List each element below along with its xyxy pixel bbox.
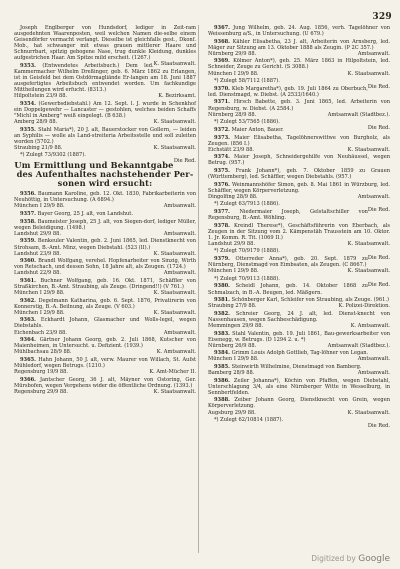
- entry-authority: Die Red.: [367, 207, 390, 214]
- entry-authority: Amtsanwalt.: [357, 193, 390, 200]
- entry-place-date: Straubing 21/9 88.: [14, 144, 63, 151]
- notice-entry: [14, 238, 196, 256]
- entry-place-date: Amberg 28/9 88.: [14, 118, 58, 125]
- column-divider: [198, 25, 199, 553]
- entry-text: Maier Joseph, Schneidergehilfe von Neuhäussel, wegen Betrug. (957.): [208, 154, 390, 167]
- entry-signature-line: [208, 268, 390, 274]
- entry-signature-line: [208, 410, 390, 416]
- entry-authority: K. Bezirksamt.: [158, 93, 196, 100]
- notice-entry: [208, 25, 390, 37]
- notice-entry: [14, 127, 196, 151]
- entry-authority: Die Red.: [367, 125, 390, 132]
- notice-entry: [208, 99, 390, 117]
- entry-authority: Die Red.: [367, 281, 390, 288]
- entry-signature-line: [208, 241, 390, 247]
- entry-number: 9361.: [20, 277, 36, 284]
- entry-place-date: München I 29/9 88.: [14, 309, 65, 316]
- right-column: [208, 25, 390, 429]
- notice-entry: [14, 317, 196, 335]
- entry-text: Weinmannshöfer Simon, geb. 8. Mai 1861 in Würzburg, led. Schäffler, wegen Körperverletzung.: [208, 181, 390, 194]
- entry-text: Zeiber Johann Georg, Dienstknecht von Grein, wegen Körperverletzung.: [208, 397, 390, 410]
- entry-text: Kreindl Therese*), Geschäftsführerin von Eberbach, als Zeugen in der Sitzung vom 2. Kämpenstäh Trausstein am 10. Oktor. 1. Jr. Komm. R. Tit. (1069 II.): [208, 222, 390, 241]
- entry-authority: K. Staatsanwalt.: [153, 118, 196, 125]
- entry-number: 9362.: [20, 297, 36, 304]
- entry-number: 9373.: [214, 134, 230, 141]
- notice-entry: [14, 258, 196, 276]
- entry-signature-line: [14, 290, 196, 296]
- entry-text: Bayer Georg, 25 J. alt, von Landshut.: [37, 211, 133, 218]
- entry-place-date: München I 29/9 88.: [208, 356, 259, 363]
- entry-number: 9386.: [214, 377, 230, 384]
- entry-number: 9370.: [214, 85, 230, 92]
- entry-signature-line: [208, 112, 390, 118]
- entry-place-date: Mühlbachsau 28/9 88.: [14, 349, 72, 356]
- notice-entry: [208, 350, 390, 362]
- notice-entry: [14, 337, 196, 355]
- entry-place-date: Eichstätt 23/9 88.: [208, 146, 255, 153]
- entry-authority: Amtsanwalt.: [163, 203, 196, 210]
- entry-authority: K. Amtsanwalt.: [156, 349, 196, 356]
- notice-entry: [208, 223, 390, 247]
- entry-text: *) Zulegt 58/7112 (1887).: [214, 78, 280, 85]
- entry-text: Grimm Louis Adolph Gottlieb, Tag-löhner von Legan.: [231, 350, 369, 357]
- entry-authority: K. Staatsanwalt.: [153, 250, 196, 257]
- entry-text: Otterreder Anna*), geb. 20. Sept. 1879 zu Nürnberg, Dienstmagd von Eimbsaten, als Zeugen. (C 8667.): [208, 256, 368, 269]
- notice-entry: [208, 58, 390, 76]
- notice-entry: [208, 283, 390, 295]
- entry-authority: K. Staatsanwalt.: [153, 388, 196, 395]
- entry-authority: K. Staatsanwalt.: [347, 146, 390, 153]
- entry-authority: Amtsanwalt.: [357, 50, 390, 57]
- entry-number: 9363.: [20, 317, 36, 324]
- notice-entry: [14, 152, 196, 165]
- entry-authority: K. Staatsanwalt.: [153, 144, 196, 151]
- entry-signature-line: [208, 147, 390, 153]
- entry-number: 9388.: [214, 397, 230, 404]
- entry-signature-line: [14, 203, 196, 209]
- notice-entry: [208, 417, 390, 430]
- entry-signature-line: [14, 310, 196, 316]
- entry-authority: Amtsanwalt (Stadtbez.).: [327, 342, 390, 349]
- notice-entry: [14, 191, 196, 209]
- notice-entry: [208, 168, 390, 180]
- entry-text: Stahl Valentin, geb. 19. Juli 1861, Bau-gewerksarbeiter von Eisenegg, w. Betrugs. (D 1294 2. u. *): [208, 330, 390, 343]
- entry-text: Steinwirth Wilhelmine, Dienstmagd von Bamberg.: [231, 364, 362, 370]
- entry-place-date: München I 29/9 88.: [208, 70, 259, 77]
- entry-place-date: München I 29/9 88.: [14, 290, 65, 297]
- entry-number: 9366.: [20, 376, 36, 383]
- entry-place-date: Straubing 27/9 88.: [208, 303, 257, 310]
- entry-number: 9358.: [20, 218, 36, 225]
- entry-signature-line: [14, 145, 196, 151]
- notice-entry: [14, 377, 196, 395]
- entry-number: 9372.: [214, 126, 230, 133]
- notice-entry: [14, 357, 196, 375]
- notice-entry: [208, 182, 390, 200]
- entry-number: 9385.: [214, 364, 230, 370]
- entry-authority: K. Amt-Mücher II.: [149, 368, 196, 375]
- entry-place-date: Dingolfing 28/9 88.: [208, 193, 258, 200]
- entry-place-date: München I 29/9 88.: [208, 268, 259, 275]
- google-logo: Google: [358, 554, 390, 564]
- entry-number: 9355.: [20, 126, 36, 133]
- entry-text: Maier Anton, Bauer.: [231, 126, 284, 133]
- entry-signature-line: [208, 71, 390, 77]
- entry-number: 9379.: [214, 256, 230, 263]
- entry-number: 9384.: [214, 350, 230, 357]
- entry-authority: Die Red.: [367, 254, 390, 261]
- entry-signature-line: [14, 389, 196, 395]
- entry-signature-line: [208, 323, 390, 329]
- entry-number: 9354.: [20, 100, 36, 107]
- entry-place-date: München I 29/9 88.: [14, 203, 65, 210]
- entry-text: Zeiler Johanna*), Köchin von Pfaffen, wegen Diebstahl, Unterschlagung 3/4, als eine Nürnberger Witte in Wesselburg, in Sennbertfelden.: [208, 377, 391, 396]
- notice-entry: [208, 397, 390, 415]
- entry-number: 9371.: [214, 99, 230, 106]
- notice-entry: [208, 331, 390, 349]
- entry-authority: K. Staatsanwalt.: [153, 309, 196, 316]
- digitized-watermark: [311, 554, 390, 564]
- entry-number: 9368.: [214, 38, 230, 45]
- entry-text: *) Zulegt 63/7913 (1886).: [214, 201, 280, 208]
- entry-text: Hirsch Babette, geb. 3. Juni 1865, led. Arbeiterin von Regensburg, w. Diebst. (A 2584.): [208, 99, 390, 112]
- entry-text: Buchner Wolfgang, geb. 16. Okt. 1871, Schäffler von Straßkirchen, B.-Amt. Straubing, als Zeuge. (Dringend!!) (V 761.): [14, 277, 197, 290]
- entry-authority: Die Red.: [367, 84, 390, 91]
- entry-text: *) Zulegt 73/9302 (1887).: [20, 152, 86, 159]
- entry-text: *) Zulegt 62/10814 (1887).: [214, 417, 284, 424]
- entry-signature-line: [14, 231, 196, 237]
- notice-entry: [208, 127, 390, 133]
- entry-authority: Amtsanwalt.: [163, 230, 196, 237]
- entry-place-date: Landshut 29/9 88.: [208, 240, 255, 247]
- entry-number: 9380.: [214, 283, 230, 290]
- notice-entry: [208, 378, 390, 396]
- entry-signature-line: [208, 370, 390, 376]
- entry-place-date: Nürnberg 28/9 88.: [208, 111, 257, 118]
- entry-number: 9367.: [214, 25, 230, 31]
- entry-signature-line: [208, 51, 390, 57]
- entry-number: 9356.: [20, 191, 36, 198]
- entry-number: 9382.: [214, 310, 230, 317]
- entry-number: 9369.: [214, 58, 230, 65]
- entry-authority: K. Polizei-Direktion.: [338, 303, 390, 310]
- entry-number: 9381.: [214, 297, 230, 304]
- notice-entry: [14, 278, 196, 296]
- entry-text: Schreier Georg, 24 J. alt, led. Dienst-knecht von Nassenhausen, wegen Sachbeschädigung.: [208, 310, 391, 323]
- notice-entry: [208, 209, 390, 221]
- entry-place-date: Memmingen 29/9 88.: [208, 322, 264, 329]
- entry-number: 9353.: [20, 62, 36, 69]
- entry-authority: K. Amtsanwalt.: [350, 322, 390, 329]
- notice-entry: [208, 86, 390, 98]
- entry-text: Maier Elisabetha, Tagelöhnerswittwe von Burgholz, als Zeugen. (856 I.): [208, 134, 390, 147]
- entry-place-date: Landshut 29/9 88.: [14, 230, 61, 237]
- entry-text: *) Zulegt 70/9113 (1888).: [214, 275, 280, 282]
- entry-number: 9378.: [214, 222, 230, 229]
- entry-place-date: Augsburg 29/9 88.: [208, 409, 256, 416]
- entry-text: Niedermaier Joseph, Gelstaltschiller von Regensburg, B.-Amt. Wöhling.: [208, 208, 368, 222]
- entry-authority: K. Staatsanwalt.: [153, 61, 196, 68]
- entry-authority: Die Red.: [367, 423, 390, 430]
- entry-number: 9375.: [214, 167, 230, 174]
- entry-text: Hahn Johann, 50 J. alt, verw. Maurer von Willach, St. Aufst Mühledorf, wegen Betrugs. (1210.): [14, 356, 196, 369]
- notice-entry: [208, 256, 390, 274]
- entry-authority: Amtsanwalt (Stadtbez.).: [327, 111, 390, 118]
- entry-signature-line: [208, 343, 390, 349]
- entry-place-date: Bamberg 28/9 88.: [208, 370, 255, 377]
- entry-place-date: Nürnberg 26/9 88.: [208, 342, 257, 349]
- entry-signature-line: [14, 93, 196, 99]
- notice-entry: [208, 297, 390, 309]
- page-number: 329: [372, 12, 392, 22]
- notice-entry: [14, 63, 196, 99]
- entry-place-date: Regensburg 19/9 88.: [14, 368, 69, 375]
- notice-entry: [208, 311, 390, 329]
- entry-text: Kleb Margaretha*), geb. 19. Juli 1864 zu Oberbuch, led. Dienstmagd, w. Diebst. (A 2533/1640.): [208, 85, 368, 98]
- entry-authority: K. Staatsanwalt.: [347, 409, 390, 416]
- left-column: [14, 25, 196, 396]
- entry-signature-line: [208, 303, 390, 309]
- entry-number: 9357.: [20, 211, 36, 218]
- entry-number: 9376.: [214, 181, 230, 188]
- entry-place-date: Hilpoltstein 23/9 88.: [14, 93, 68, 100]
- entry-authority: Amtsanwalt.: [163, 329, 196, 336]
- notice-entry: [208, 39, 390, 57]
- entry-signature-line: [14, 251, 196, 257]
- entry-signature-line: [14, 330, 196, 336]
- entry-signature-line: [14, 369, 196, 375]
- entry-authority: Amtsanwalt.: [357, 356, 390, 363]
- notice-entry: [14, 211, 196, 217]
- entry-signature-line: [208, 356, 390, 362]
- entry-place-date: Nürnberg 29/9 88.: [208, 50, 257, 57]
- entry-authority: K. Staatsanwalt.: [153, 290, 196, 297]
- entry-text: Frank Johann*), geb. 7. Oktober 1859 zu Grauen (Württemberg), led. Schäffler, wegen Diebstahls. (957.): [208, 167, 391, 180]
- entry-text: Stahl Maria*), 20 J. alt, Bauerstocker von Gollern, — leiden an Syphilis — wolle als Land-streiteria Arbeitsstelle und soll zuleiten worden (5702.): [14, 126, 196, 145]
- entry-text: Kölmer Anton*), geb. 25. März 1863 in Hilpoltstein, led. Schneider, Zeuge zu Gericht. (S 3088.): [208, 58, 390, 71]
- entry-authority: K. Staatsanwalt.: [347, 240, 390, 247]
- entry-text: Benkeuler Valentin, geb. 2. Juni 1865, led. Dienstknecht von Strohsam, B.-Amt. Minz, wegen Diebstahl. (523 (II).): [14, 238, 196, 251]
- entry-place-date: Landshut 23/9 88.: [14, 250, 61, 257]
- notice-entry: [208, 364, 390, 376]
- entry-number: 9383.: [214, 330, 230, 337]
- entry-text: Brandl Wolfgang, verehel. Hopfenarbeiter von Sinzig, Wirth von Retschach, und dessen Sohn, 18 Jahre alt, als Zeugen. (1724.): [14, 258, 197, 271]
- notice-entry: [14, 298, 196, 316]
- watermark-prefix: Digitized by: [311, 554, 356, 563]
- entry-text: Gärtner Johann Georg, geb. 2. Juli 1868, Kutscher von Maienheimen, in Untersucht. u. Defizient. (1939.): [14, 337, 196, 350]
- entry-text: Jung Wilhelm, geb. 24. Aug. 1856, verh. Tagelöhner von Weissenburg a/S., in Untersuchung. (U 679.): [208, 25, 390, 38]
- entry-authority: K. Staatsanwalt.: [347, 70, 390, 77]
- entry-text: *) Zulegt 70/9179 (1888).: [214, 248, 280, 255]
- entry-text: Joseph Englberger von Hundsdorf, lediger in Zeit-ram ausgedehnten Waarenposten, weil welchen Namen die-selbe einem Geisendörfer vermacht verlangt. Dieselbe ist gleichfalls gest., Dkonf. Mob., hat schwanger mit etwas grauen mittlerer Haare und Schnurrbart, spitzig gebogene Nase, trug dunkle Kleidung, dunkles aufgestrichen Haar. Am Spitze mild erscheit. (1267.): [14, 25, 196, 62]
- entry-number: 9359.: [20, 238, 36, 245]
- entry-number: 9374.: [214, 154, 230, 161]
- entry-text: Baumeister Joseph, 25 J. alt, von Siegen-dorf, lediger Müller, wegen Beleidigung. (1498.): [14, 218, 196, 231]
- entry-number: 9360.: [20, 258, 36, 265]
- entry-authority: Amtsanwalt.: [163, 270, 196, 277]
- entry-signature-line: [14, 270, 196, 276]
- entry-place-date: Eichenbach 23/9 88.: [14, 329, 67, 336]
- notice-entry: [208, 154, 390, 166]
- entry-text: Scheidl Johann, geb. 14. Oktober 1868 zu Schmalzach, in B.-A. Beugen, led. Mäßgern.: [208, 283, 368, 296]
- entry-number: 9365.: [20, 356, 36, 363]
- entry-text: Eckhardt Johann, Glasmacher und Wolls-legel, wegen Diebstahls.: [14, 317, 197, 330]
- entry-authority: Amtsanwalt.: [357, 370, 390, 377]
- entry-text: (Entwendetes Arbeitsbuch.) Dem led. Kammermacher Wilhelm Dreßinger, geb. 6. März 1862 zu Erlangen, ist in Geisfeld bei dem Ostdörmagliände Er-langen am 18. Juni 1887 ausgefertigtes Arbeitsbuch entwendet worden. Um fachkundige Mittheilungen wird erfucht. (8313.): [14, 62, 196, 94]
- entry-place-date: Landshut 22/9 88.: [14, 270, 61, 277]
- section-heading: Um Ermittlung und Bekanntgabe des Aufenthaltes nachstehender Per-sonen wird ersucht:: [14, 160, 194, 189]
- entry-signature-line: [14, 119, 196, 125]
- notice-entry: [14, 101, 196, 125]
- notice-entry: [208, 135, 390, 153]
- notice-entry: [14, 219, 196, 237]
- entry-place-date: Regensburg 29/9 88.: [14, 388, 69, 395]
- entry-signature-line: [14, 349, 196, 355]
- entry-number: 9377.: [214, 208, 230, 215]
- entry-text: Jantscher Georg, 36 J. alt, Mäyner von Ostoring, Ger. Mürsbofen, wegen Vergehens wider die öffentliche Ordnung. (1393.): [14, 376, 196, 389]
- entry-authority: Die Red.: [173, 158, 196, 165]
- entry-text: Schönberger Karl, Schleifer von Straubing, als Zeuge. (961.): [231, 297, 389, 304]
- entry-text: Degelmann Katharina, geb. 6. Sept. 1876, Privatirerin von Konnerstig, B.-A. Beilnung, als Zeuge. (V 603.): [14, 297, 196, 310]
- entry-authority: K. Staatsanwalt.: [347, 268, 390, 275]
- entry-signature-line: [208, 194, 390, 200]
- entry-text: Kähler Elisabetha, 23 J. alt, Arbeiterin von Arnsberg, led. Mäger zur Sitzung am 13. Oktober 1888 als Zeugin. (P 2C 357.): [208, 38, 391, 51]
- entry-number: 9364.: [20, 337, 36, 344]
- entry-text: Baumann Karoline, geb. 12. Okt. 1830, Fabrikarbeiterin von Neuhöttig, in Untersuchung. (A 6894.): [14, 191, 197, 204]
- entry-text: (Gewerbsdiebstahl.) Am 12. Sept. l. J. wurde in Schenkhof ein Doppelgewehr — Lancaster — gestohlen, welches beiden Schaffs "Michl in Amberg" weiß eingelegt. (B 638.): [14, 100, 196, 119]
- entry-text: *) Zulegt 53/7565 (1886).: [214, 119, 280, 126]
